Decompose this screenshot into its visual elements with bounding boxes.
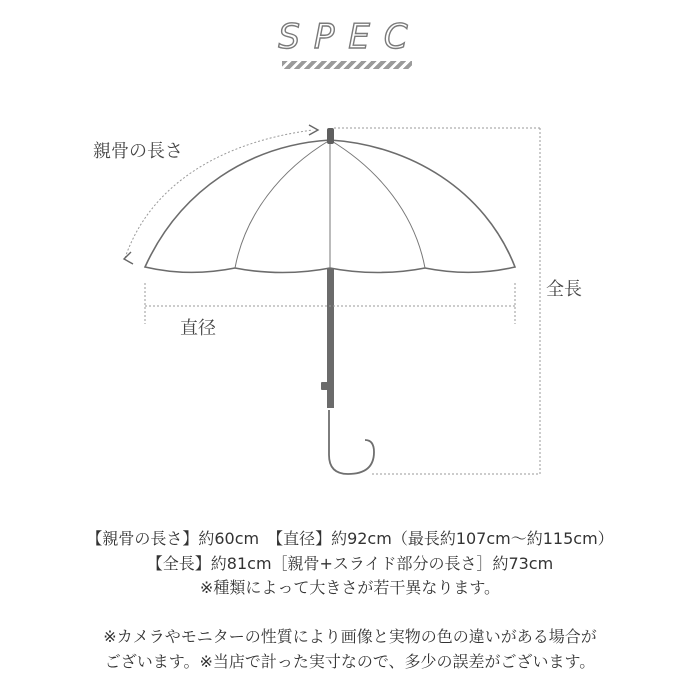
spec-title: SPEC — [278, 17, 422, 57]
color-disclaimer-line-1: ※カメラやモニターの性質により画像と実物の色の違いがある場合が — [103, 627, 597, 646]
spec-note-line: ※種類によって大きさが若干異なります。 — [199, 578, 501, 597]
color-disclaimer-line-2: ございます。※当店で計った実寸なので、多少の誤差がございます。 — [104, 652, 596, 671]
umbrella-handle — [329, 410, 374, 474]
runner-button — [321, 382, 329, 390]
rib-length-arrow-left-icon — [124, 252, 133, 264]
spec-detail-line-2: 【全長】約81cm［親骨+スライド部分の長さ］約73cm — [146, 554, 554, 573]
rib-length-label: 親骨の長さ — [93, 141, 183, 162]
diameter-label: 直径 — [180, 318, 216, 339]
umbrella-canopy — [145, 140, 515, 273]
spec-detail-line-1: 【親骨の長さ】約60cm 【直径】約92cm（最長約107cm～約115cm） — [86, 529, 614, 548]
umbrella-tip — [327, 128, 334, 144]
total-length-label: 全長 — [546, 279, 582, 300]
